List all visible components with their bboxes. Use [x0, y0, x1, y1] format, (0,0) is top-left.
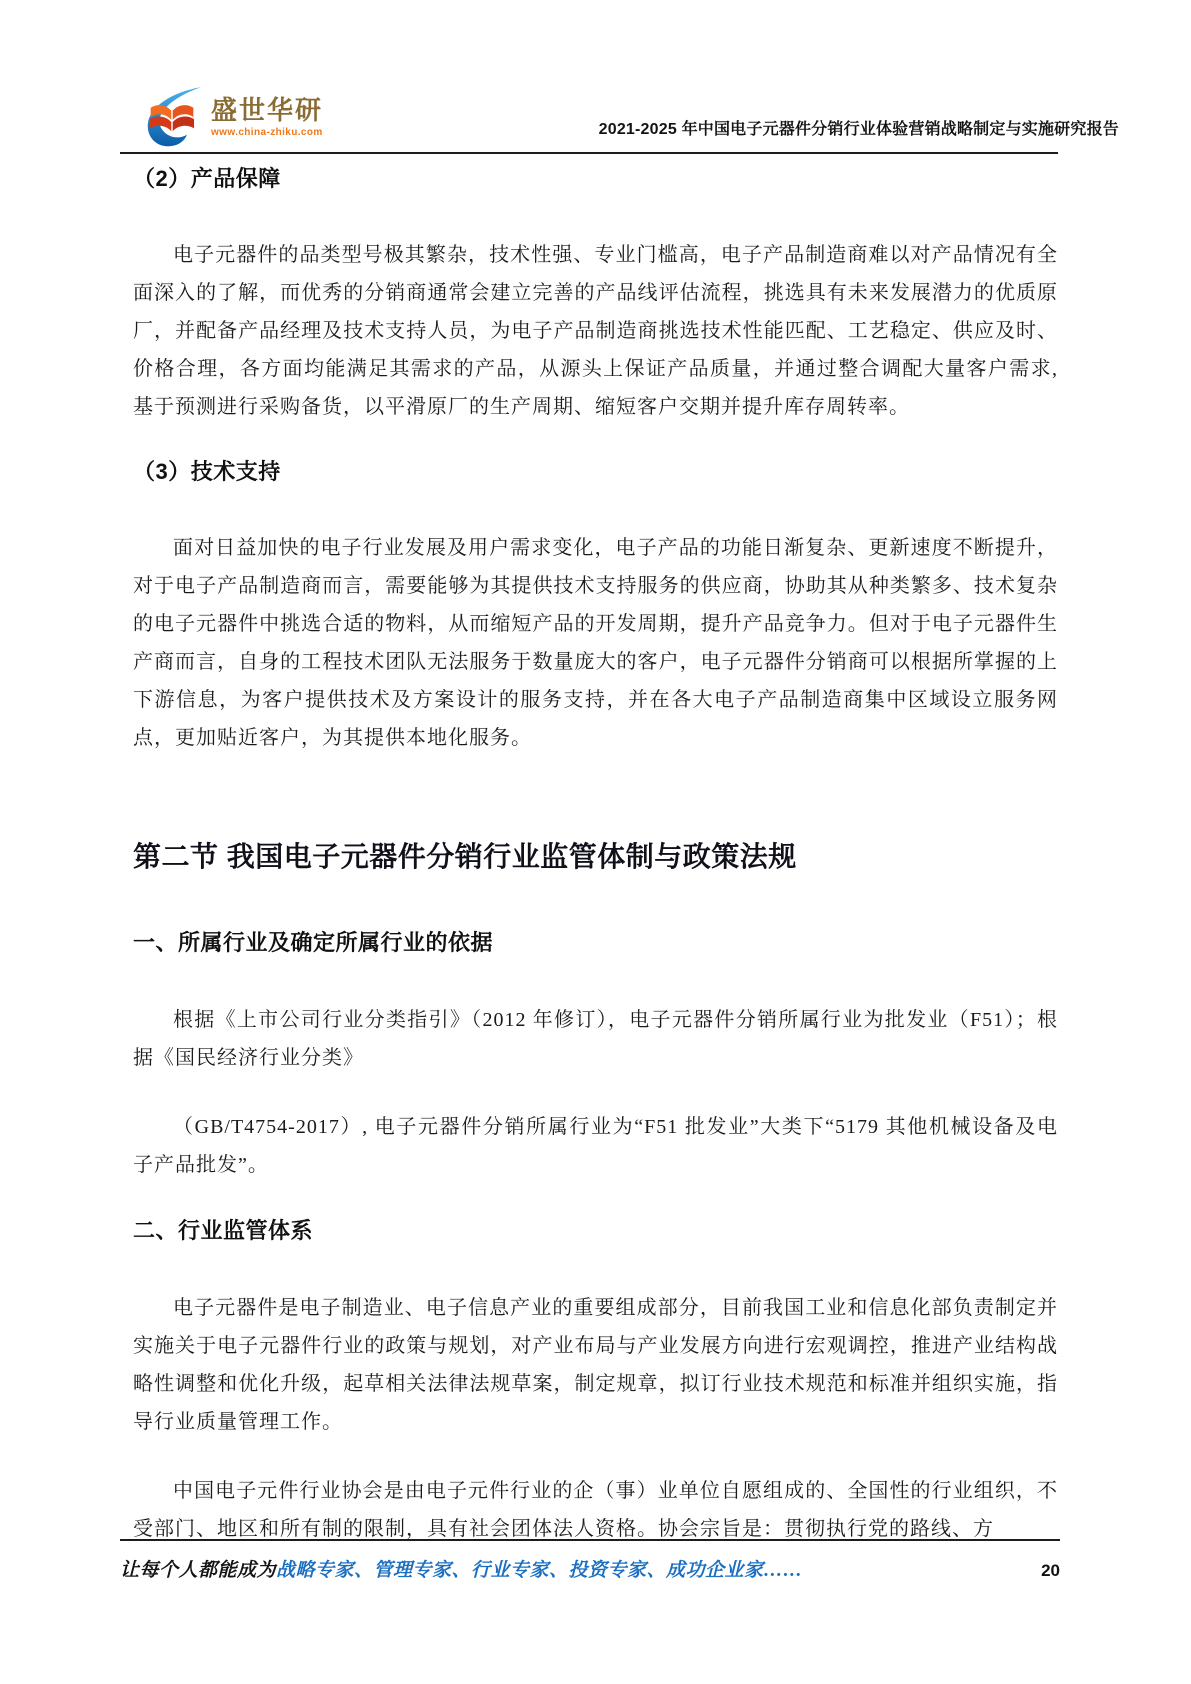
- paragraph: 电子元器件是电子制造业、电子信息产业的重要组成部分，目前我国工业和信息化部负责制定并实施关于电子元器件行业的政策与规划，对产业布局与产业发展方向进行宏观调控，推进产业结构战略性调整和优化升级，起草相关法律法规草案，制定规章，拟订行业技术规范和标准并组织实施，指导行业质量管理工作。: [133, 1297, 1058, 1433]
- brand-name: 盛世华研: [211, 94, 324, 125]
- brand-url: www.china-zhiku.com: [211, 126, 323, 138]
- page-footer: [120, 1539, 1060, 1582]
- footer-slogan: [120, 1555, 803, 1582]
- paragraph: 中国电子元件行业协会是由电子元件行业的企（事）业单位自愿组成的、全国性的行业组织，不受部门、地区和所有制的限制，具有社会团体法人资格。协会宗旨是：贯彻执行党的路线、方: [133, 1480, 1058, 1540]
- company-logo: [140, 85, 323, 149]
- page-header: [0, 0, 1191, 154]
- subheading-regulatory-system: 二、行业监管体系: [133, 1218, 314, 1243]
- heading-product-guarantee: （2）产品保障: [133, 166, 281, 191]
- paragraph: 面对日益加快的电子行业发展及用户需求变化，电子产品的功能日渐复杂、更新速度不断提升，对于电子产品制造商而言，需要能够为其提供技术支持服务的供应商，协助其从种类繁多、技术复杂的电子元器件中挑选合适的物料，从而缩短产品的开发周期，提升产品竞争力。但对于电子元器件生产商而言，自身的工程技术团队无法服务于数量庞大的客户，电子元器件分销商可以根据所掌握的上下游信息，为客户提供技术及方案设计的服务支持，并在各大电子产品制造商集中区域设立服务网点，更加贴近客户，为其提供本地化服务。: [133, 537, 1058, 749]
- footer-slogan-prefix: 让每个人都能成为: [120, 1560, 277, 1581]
- open-book-swoosh-icon: [140, 85, 204, 149]
- subheading-industry-basis: 一、所属行业及确定所属行业的依据: [133, 930, 494, 955]
- footer-slogan-highlight: 战略专家、管理专家、行业专家、投资专家、成功企业家……: [276, 1560, 803, 1581]
- paragraph: 根据《上市公司行业分类指引》（2012 年修订），电子元器件分销所属行业为批发业（F51）；根据《国民经济行业分类》: [133, 1009, 1058, 1069]
- heading-tech-support: （3）技术支持: [133, 459, 281, 484]
- report-title: 2021-2025 年中国电子元器件分销行业体验营销战略制定与实施研究报告: [598, 121, 1119, 138]
- paragraph: （GB/T4754-2017）, 电子元器件分销所属行业为“F51 批发业”大类下“5179 其他机械设备及电子产品批发”。: [133, 1116, 1058, 1176]
- paragraph: 电子元器件的品类型号极其繁杂，技术性强、专业门槛高，电子产品制造商难以对产品情况有全面深入的了解，而优秀的分销商通常会建立完善的产品线评估流程，挑选具有未来发展潜力的优质原厂，并配备产品经理及技术支持人员，为电子产品制造商挑选技术性能匹配、工艺稳定、供应及时、价格合理，各方面均能满足其需求的产品，从源头上保证产品质量，并通过整合调配大量客户需求,基于预测进行采购备货，以平滑原厂的生产周期、缩短客户交期并提升库存周转率。: [133, 244, 1058, 418]
- document-body: [0, 154, 1191, 1548]
- header-rule: [120, 152, 1058, 154]
- section-title: 第二节 我国电子元器件分销行业监管体制与政策法规: [133, 841, 797, 872]
- page-number: 20: [1041, 1561, 1060, 1580]
